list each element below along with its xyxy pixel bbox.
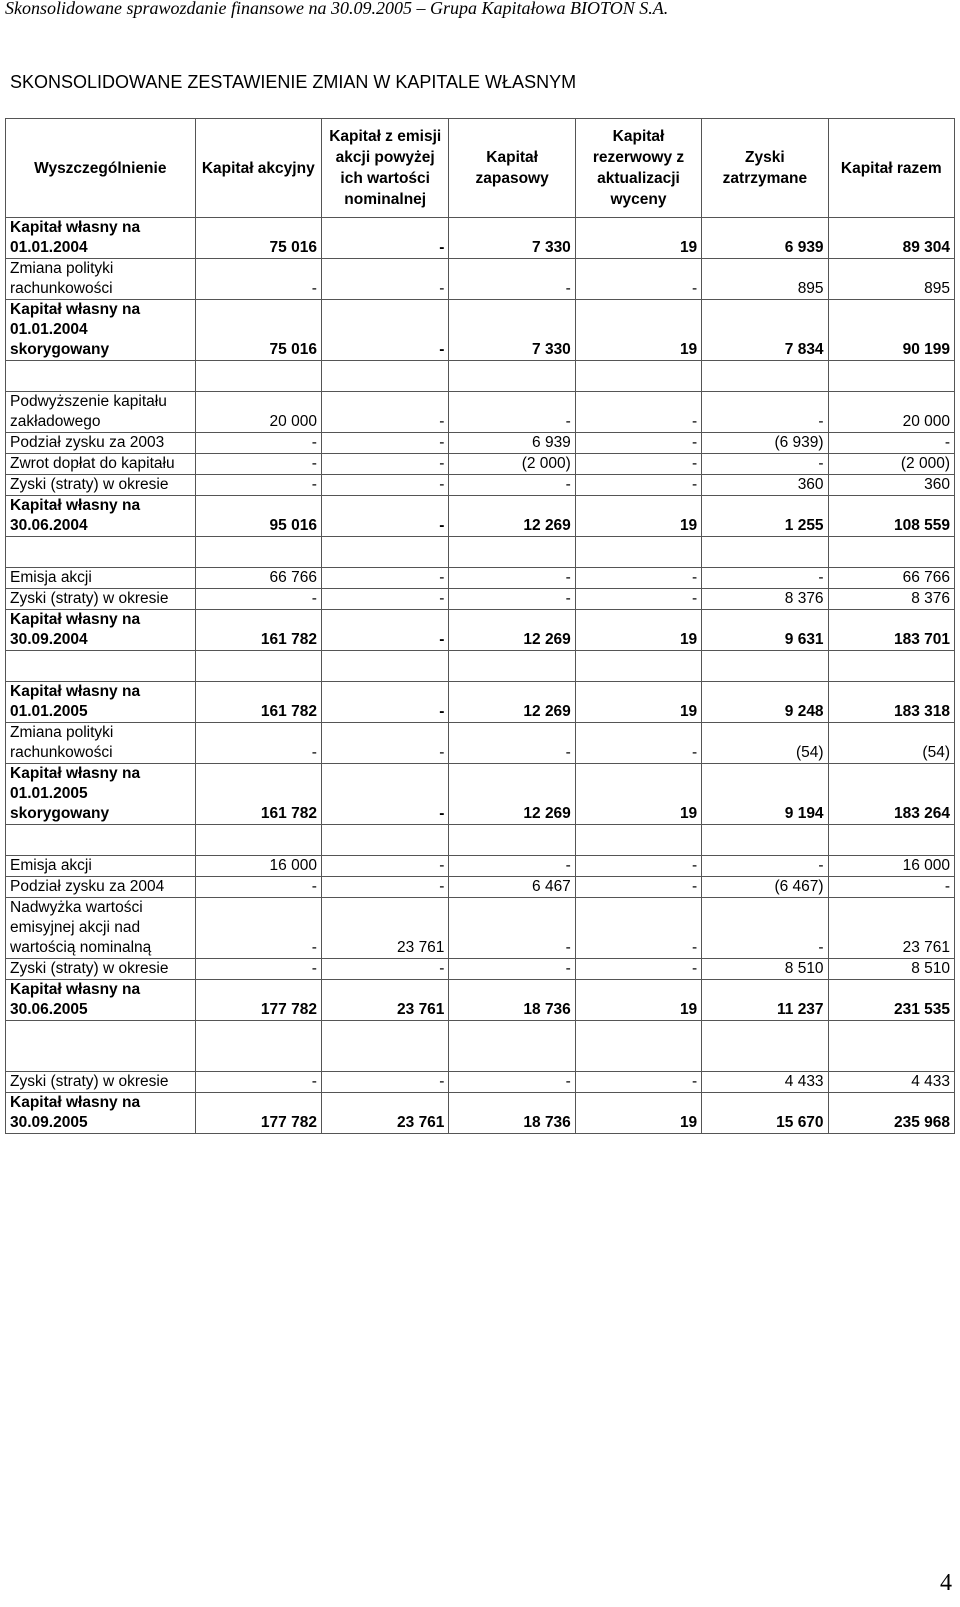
value-cell: 4 433	[828, 1072, 954, 1093]
table-row	[6, 959, 955, 980]
row-label: Kapitał własny na 30.06.2004	[6, 496, 196, 537]
spacer-cell	[828, 1021, 954, 1072]
row-label: Emisja akcji	[6, 856, 196, 877]
value-cell: -	[449, 898, 575, 959]
spacer-cell	[828, 825, 954, 856]
value-cell: -	[575, 877, 701, 898]
value-cell: -	[449, 1072, 575, 1093]
value-cell: -	[321, 568, 448, 589]
value-cell: 177 782	[195, 980, 321, 1021]
value-cell: -	[702, 454, 828, 475]
value-cell: 895	[702, 259, 828, 300]
spacer-cell	[195, 825, 321, 856]
value-cell: 7 330	[449, 300, 575, 361]
value-cell: -	[321, 475, 448, 496]
value-cell: 23 761	[321, 898, 448, 959]
row-label: Kapitał własny na 30.06.2005	[6, 980, 196, 1021]
spacer-cell	[449, 651, 575, 682]
spacer-cell	[575, 537, 701, 568]
row-label: Podwyższenie kapitału zakładowego	[6, 392, 196, 433]
value-cell: 23 761	[828, 898, 954, 959]
value-cell: 19	[575, 300, 701, 361]
row-label: Emisja akcji	[6, 568, 196, 589]
value-cell: 15 670	[702, 1093, 828, 1134]
table-row	[6, 877, 955, 898]
value-cell: 183 264	[828, 764, 954, 825]
value-cell: 9 631	[702, 610, 828, 651]
column-header: Kapitał z emisji akcji powyżej ich wartości nominalnej	[321, 119, 448, 218]
value-cell: 66 766	[195, 568, 321, 589]
value-cell: -	[575, 259, 701, 300]
value-cell: 19	[575, 496, 701, 537]
spacer-cell	[575, 1021, 701, 1072]
spacer-row	[6, 1021, 955, 1072]
value-cell: (6 939)	[702, 433, 828, 454]
spacer-cell	[6, 825, 196, 856]
value-cell: 177 782	[195, 1093, 321, 1134]
value-cell: -	[702, 392, 828, 433]
value-cell: -	[195, 454, 321, 475]
value-cell: -	[702, 568, 828, 589]
value-cell: 8 376	[828, 589, 954, 610]
value-cell: -	[449, 856, 575, 877]
value-cell: -	[195, 1072, 321, 1093]
row-label: Kapitał własny na 30.09.2005	[6, 1093, 196, 1134]
value-cell: 6 467	[449, 877, 575, 898]
spacer-cell	[449, 537, 575, 568]
value-cell: -	[702, 898, 828, 959]
value-cell: -	[449, 259, 575, 300]
value-cell: -	[321, 1072, 448, 1093]
value-cell: 19	[575, 764, 701, 825]
value-cell: -	[575, 723, 701, 764]
value-cell: 16 000	[828, 856, 954, 877]
value-cell: (54)	[828, 723, 954, 764]
spacer-cell	[575, 361, 701, 392]
balance-row	[6, 980, 955, 1021]
value-cell: -	[449, 723, 575, 764]
value-cell: 12 269	[449, 764, 575, 825]
value-cell: 11 237	[702, 980, 828, 1021]
spacer-cell	[321, 825, 448, 856]
spacer-cell	[449, 1021, 575, 1072]
value-cell: 9 194	[702, 764, 828, 825]
value-cell: -	[828, 877, 954, 898]
column-header: Zyski zatrzymane	[702, 119, 828, 218]
value-cell: 90 199	[828, 300, 954, 361]
table-row	[6, 589, 955, 610]
spacer-cell	[195, 361, 321, 392]
value-cell: 12 269	[449, 496, 575, 537]
value-cell: 9 248	[702, 682, 828, 723]
spacer-cell	[828, 361, 954, 392]
table-row	[6, 433, 955, 454]
value-cell: 16 000	[195, 856, 321, 877]
value-cell: 161 782	[195, 610, 321, 651]
spacer-cell	[195, 1021, 321, 1072]
spacer-cell	[321, 1021, 448, 1072]
value-cell: -	[321, 433, 448, 454]
spacer-row	[6, 651, 955, 682]
spacer-cell	[321, 651, 448, 682]
spacer-cell	[702, 1021, 828, 1072]
value-cell: -	[321, 959, 448, 980]
row-label: Zyski (straty) w okresie	[6, 475, 196, 496]
spacer-cell	[828, 537, 954, 568]
spacer-cell	[702, 825, 828, 856]
value-cell: -	[321, 589, 448, 610]
row-label: Zwrot dopłat do kapitału	[6, 454, 196, 475]
table-row	[6, 392, 955, 433]
value-cell: -	[321, 259, 448, 300]
value-cell: -	[575, 959, 701, 980]
row-label: Podział zysku za 2003	[6, 433, 196, 454]
value-cell: -	[321, 682, 448, 723]
table-row	[6, 454, 955, 475]
value-cell: 161 782	[195, 764, 321, 825]
spacer-cell	[449, 825, 575, 856]
value-cell: -	[321, 610, 448, 651]
value-cell: 12 269	[449, 610, 575, 651]
value-cell: -	[321, 496, 448, 537]
value-cell: (54)	[702, 723, 828, 764]
value-cell: 12 269	[449, 682, 575, 723]
row-label: Kapitał własny na 01.01.2004 skorygowany	[6, 300, 196, 361]
value-cell: 360	[828, 475, 954, 496]
value-cell: 4 433	[702, 1072, 828, 1093]
column-header: Kapitał rezerwowy z aktualizacji wyceny	[575, 119, 701, 218]
table-row	[6, 568, 955, 589]
row-label: Zyski (straty) w okresie	[6, 589, 196, 610]
value-cell: 360	[702, 475, 828, 496]
row-label: Zmiana polityki rachunkowości	[6, 723, 196, 764]
value-cell: 19	[575, 610, 701, 651]
value-cell: 19	[575, 682, 701, 723]
column-header: Kapitał razem	[828, 119, 954, 218]
value-cell: 75 016	[195, 300, 321, 361]
value-cell: 8 510	[828, 959, 954, 980]
spacer-cell	[6, 651, 196, 682]
spacer-row	[6, 825, 955, 856]
value-cell: -	[449, 568, 575, 589]
spacer-cell	[6, 361, 196, 392]
value-cell: 23 761	[321, 980, 448, 1021]
value-cell: -	[195, 959, 321, 980]
spacer-cell	[702, 537, 828, 568]
row-label: Podział zysku za 2004	[6, 877, 196, 898]
value-cell: -	[575, 392, 701, 433]
value-cell: -	[195, 589, 321, 610]
page-title: SKONSOLIDOWANE ZESTAWIENIE ZMIAN W KAPITALE WŁASNYM	[10, 72, 577, 92]
value-cell: -	[449, 589, 575, 610]
value-cell: 23 761	[321, 1093, 448, 1134]
document-header: Skonsolidowane sprawozdanie finansowe na 30.09.2005 – Grupa Kapitałowa BIOTON S.A.	[5, 0, 669, 18]
value-cell: 7 330	[449, 218, 575, 259]
value-cell: 8 510	[702, 959, 828, 980]
page-number: 4	[940, 1570, 952, 1596]
value-cell: 18 736	[449, 1093, 575, 1134]
balance-row	[6, 218, 955, 259]
row-label: Kapitał własny na 01.01.2005	[6, 682, 196, 723]
value-cell: 183 318	[828, 682, 954, 723]
value-cell: -	[449, 959, 575, 980]
balance-row	[6, 764, 955, 825]
value-cell: 161 782	[195, 682, 321, 723]
balance-row	[6, 300, 955, 361]
value-cell: -	[449, 392, 575, 433]
value-cell: 6 939	[449, 433, 575, 454]
value-cell: -	[195, 475, 321, 496]
value-cell: -	[321, 764, 448, 825]
value-cell: 19	[575, 1093, 701, 1134]
value-cell: -	[195, 898, 321, 959]
row-label: Nadwyżka wartości emisyjnej akcji nad wartością nominalną	[6, 898, 196, 959]
value-cell: 75 016	[195, 218, 321, 259]
value-cell: -	[321, 877, 448, 898]
spacer-cell	[6, 1021, 196, 1072]
value-cell: 895	[828, 259, 954, 300]
value-cell: -	[575, 1072, 701, 1093]
column-header: Kapitał akcyjny	[195, 119, 321, 218]
table-row	[6, 475, 955, 496]
balance-row	[6, 682, 955, 723]
table-header-row	[6, 119, 955, 218]
spacer-cell	[195, 537, 321, 568]
value-cell: -	[828, 433, 954, 454]
table-row	[6, 856, 955, 877]
value-cell: -	[195, 877, 321, 898]
spacer-row	[6, 361, 955, 392]
value-cell: -	[321, 300, 448, 361]
row-label: Kapitał własny na 01.01.2004	[6, 218, 196, 259]
value-cell: -	[195, 723, 321, 764]
value-cell: 108 559	[828, 496, 954, 537]
value-cell: 19	[575, 980, 701, 1021]
column-header: Kapitał zapasowy	[449, 119, 575, 218]
value-cell: 18 736	[449, 980, 575, 1021]
value-cell: -	[575, 433, 701, 454]
equity-changes-table	[5, 118, 955, 1134]
value-cell: (2 000)	[449, 454, 575, 475]
table-row	[6, 898, 955, 959]
table-row	[6, 1072, 955, 1093]
value-cell: 1 255	[702, 496, 828, 537]
spacer-cell	[321, 537, 448, 568]
value-cell: -	[321, 218, 448, 259]
value-cell: 89 304	[828, 218, 954, 259]
value-cell: -	[575, 454, 701, 475]
value-cell: 183 701	[828, 610, 954, 651]
spacer-cell	[702, 361, 828, 392]
value-cell: -	[321, 392, 448, 433]
value-cell: -	[702, 856, 828, 877]
spacer-cell	[575, 651, 701, 682]
value-cell: 19	[575, 218, 701, 259]
row-label: Zyski (straty) w okresie	[6, 959, 196, 980]
value-cell: 66 766	[828, 568, 954, 589]
value-cell: (6 467)	[702, 877, 828, 898]
spacer-cell	[449, 361, 575, 392]
value-cell: -	[321, 454, 448, 475]
spacer-cell	[575, 825, 701, 856]
balance-row	[6, 1093, 955, 1134]
value-cell: 6 939	[702, 218, 828, 259]
spacer-row	[6, 537, 955, 568]
spacer-cell	[828, 651, 954, 682]
value-cell: 235 968	[828, 1093, 954, 1134]
value-cell: 20 000	[828, 392, 954, 433]
balance-row	[6, 496, 955, 537]
table-body	[6, 218, 955, 1134]
spacer-cell	[702, 651, 828, 682]
value-cell: -	[321, 723, 448, 764]
value-cell: -	[321, 856, 448, 877]
value-cell: -	[449, 475, 575, 496]
value-cell: -	[195, 433, 321, 454]
row-label: Zmiana polityki rachunkowości	[6, 259, 196, 300]
table-row	[6, 259, 955, 300]
row-label: Kapitał własny na 30.09.2004	[6, 610, 196, 651]
spacer-cell	[6, 537, 196, 568]
value-cell: 231 535	[828, 980, 954, 1021]
spacer-cell	[195, 651, 321, 682]
table-row	[6, 723, 955, 764]
value-cell: 95 016	[195, 496, 321, 537]
row-label: Kapitał własny na 01.01.2005 skorygowany	[6, 764, 196, 825]
value-cell: -	[575, 589, 701, 610]
value-cell: 8 376	[702, 589, 828, 610]
column-header: Wyszczególnienie	[6, 119, 196, 218]
value-cell: -	[575, 898, 701, 959]
value-cell: -	[575, 475, 701, 496]
spacer-cell	[321, 361, 448, 392]
value-cell: -	[575, 856, 701, 877]
value-cell: -	[195, 259, 321, 300]
value-cell: 7 834	[702, 300, 828, 361]
value-cell: (2 000)	[828, 454, 954, 475]
row-label: Zyski (straty) w okresie	[6, 1072, 196, 1093]
value-cell: 20 000	[195, 392, 321, 433]
balance-row	[6, 610, 955, 651]
value-cell: -	[575, 568, 701, 589]
